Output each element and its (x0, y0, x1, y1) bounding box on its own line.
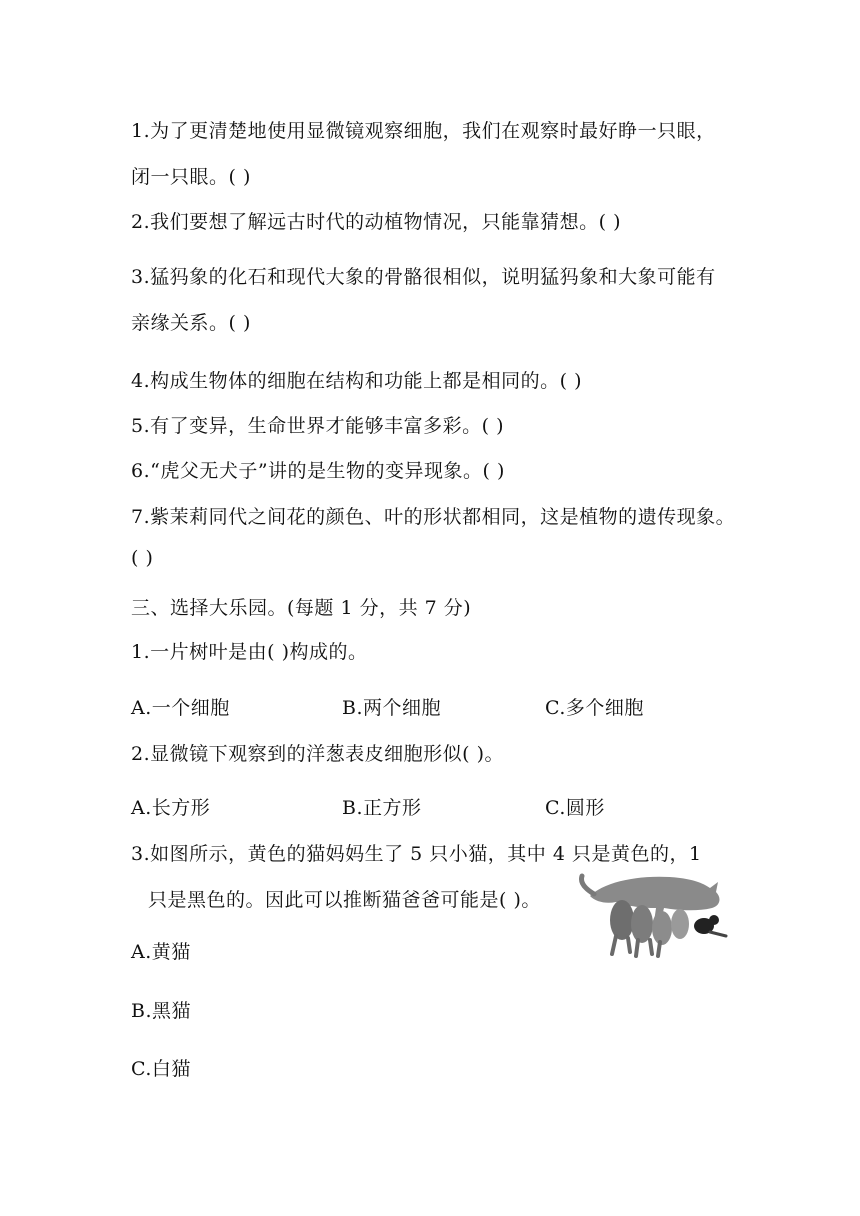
mc-q3-option-b: B.黑猫 (131, 1000, 192, 1022)
tf-question-3-line2: 亲缘关系。( ) (131, 312, 251, 334)
cat-with-kittens-icon (576, 858, 730, 958)
mc-q2-option-b: B.正方形 (342, 797, 422, 819)
mc-question-3-line1: 3.如图所示，黄色的猫妈妈生了 5 只小猫，其中 4 只是黄色的，1 (131, 843, 702, 865)
mc-q2-option-a: A.长方形 (131, 797, 211, 819)
mc-question-2: 2.显微镜下观察到的洋葱表皮细胞形似( )。 (131, 743, 504, 765)
tf-question-6: 6.“虎父无犬子”讲的是生物的变异现象。( ) (131, 460, 505, 482)
mc-q1-option-a: A.一个细胞 (131, 697, 230, 719)
tf-question-7-line2: ( ) (131, 547, 154, 569)
tf-question-7-line1: 7.紫茉莉同代之间花的颜色、叶的形状都相同，这是植物的遗传现象。 (131, 506, 736, 528)
tf-question-4: 4.构成生物体的细胞在结构和功能上都是相同的。( ) (131, 370, 582, 392)
tf-question-2: 2.我们要想了解远古时代的动植物情况，只能靠猜想。( ) (131, 211, 621, 233)
tf-question-5: 5.有了变异，生命世界才能够丰富多彩。( ) (131, 415, 504, 437)
mc-q2-option-c: C.圆形 (545, 797, 605, 819)
mc-q3-option-a: A.黄猫 (131, 941, 191, 963)
mc-q1-option-b: B.两个细胞 (342, 697, 442, 719)
tf-question-1-line2: 闭一只眼。( ) (131, 166, 251, 188)
mc-q3-option-c: C.白猫 (131, 1058, 191, 1080)
section-heading-choice: 三、选择大乐园。(每题 1 分，共 7 分) (131, 597, 472, 619)
mc-question-1: 1.一片树叶是由( )构成的。 (131, 641, 368, 663)
tf-question-1-line1: 1.为了更清楚地使用显微镜观察细胞，我们在观察时最好睁一只眼， (131, 120, 716, 142)
tf-question-3-line1: 3.猛犸象的化石和现代大象的骨骼很相似，说明猛犸象和大象可能有 (131, 266, 716, 288)
mc-q1-option-c: C.多个细胞 (545, 697, 644, 719)
mc-question-3-line2: 只是黑色的。因此可以推断猫爸爸可能是( )。 (148, 889, 541, 911)
